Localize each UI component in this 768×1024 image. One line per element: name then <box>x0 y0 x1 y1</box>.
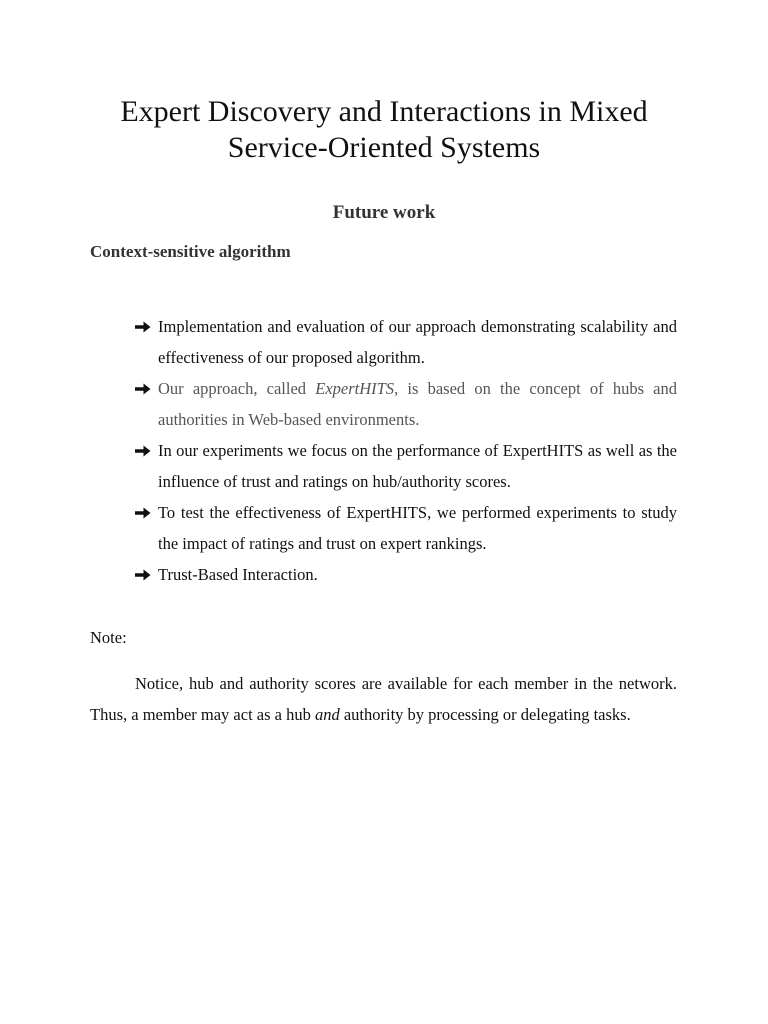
right-arrow-icon <box>134 382 152 396</box>
right-arrow-icon <box>134 444 152 458</box>
right-arrow-icon <box>134 320 152 334</box>
bullet-item <box>134 373 677 435</box>
bullet-text: Trust-Based Interaction. <box>158 565 318 584</box>
bullet-item <box>134 559 677 590</box>
bullet-text: To test the effectiveness of ExpertHITS, we performed experiments to study the impact of ratings and trust on expert rankings. <box>158 503 677 553</box>
bullet-text: In our experiments we focus on the performance of ExpertHITS as well as the influence of trust and ratings on hub/authority scores. <box>158 441 677 491</box>
note-text-after: authority by processing or delegating tasks. <box>339 705 631 724</box>
bullet-text: Implementation and evaluation of our approach demonstrating scalability and effectiveness of our proposed algorithm. <box>158 317 677 367</box>
note-label: Note: <box>90 628 127 647</box>
right-arrow-icon <box>134 506 152 520</box>
note-text-italic: and <box>314 705 340 724</box>
bullet-text-before: Our approach, called <box>158 379 316 398</box>
bullet-text-italic: ExpertHITS <box>315 379 395 398</box>
section-heading: Future work <box>332 202 436 223</box>
document-title-line-1: Expert Discovery and Interactions in Mixed <box>120 95 648 128</box>
document-title-line-2: Service-Oriented Systems <box>227 131 541 164</box>
document-title <box>60 94 708 166</box>
note-text-before: Notice, hub and authority scores are available for each member in the network. Thus, a member may act as a hub <box>90 674 677 724</box>
bullet-text-after: , is based on the concept of hubs and authorities in Web-based environments. <box>158 379 678 429</box>
subheading: Context-sensitive algorithm <box>90 242 291 261</box>
note-paragraph <box>90 668 677 730</box>
bullet-list <box>134 311 677 590</box>
right-arrow-icon <box>134 568 152 582</box>
bullet-item <box>134 435 677 497</box>
bullet-item <box>134 497 677 559</box>
bullet-item <box>134 311 677 373</box>
